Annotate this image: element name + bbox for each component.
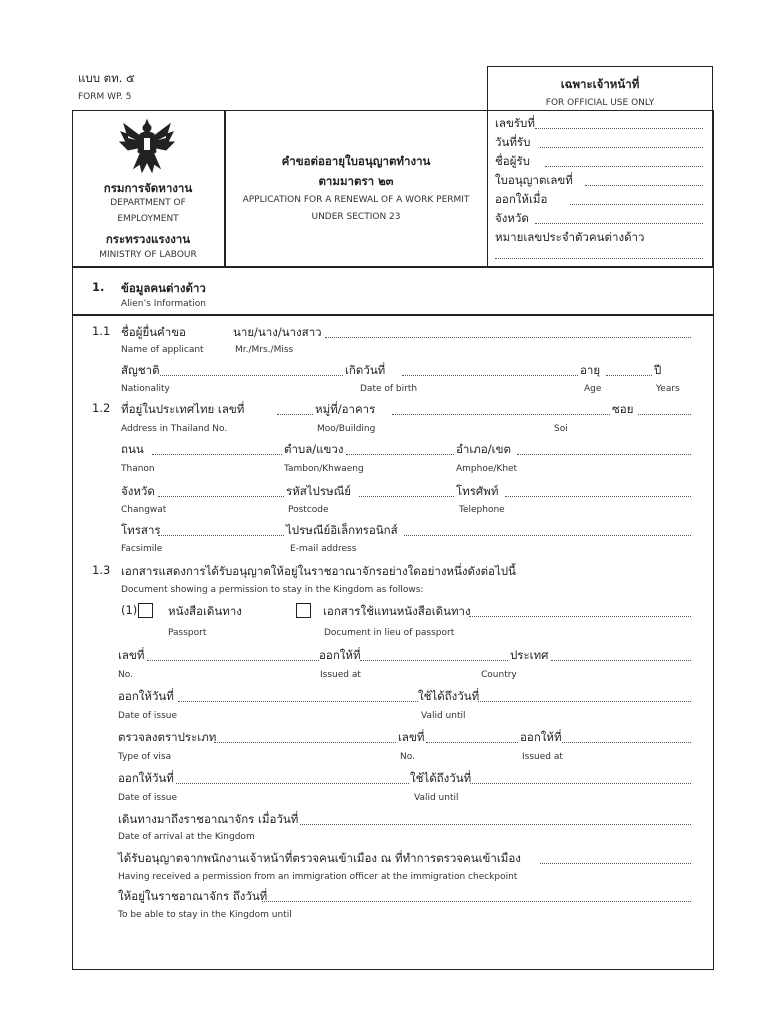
issue-date-label-en: Date of issue — [118, 711, 178, 721]
visa-issued-at-label-th: ออกให้ที่ — [520, 730, 562, 744]
dob-label-th: เกิดวันที่ — [345, 363, 386, 377]
s12-number: 1.2 — [92, 401, 111, 415]
arrival-date-label-th: เดินทางมาถึงราชอาณาจักร เมื่อวันที่ — [118, 812, 299, 826]
soi-label-en: Soi — [554, 424, 568, 434]
stay-until-label-th: ให้อยู่ในราชอาณาจักร ถึงวันที่ — [118, 889, 268, 903]
valid-until-label-th: ใช้ได้ถึงวันที่ — [418, 689, 480, 703]
arrival-date-field[interactable] — [300, 824, 691, 825]
nationality-label-th: สัญชาติ — [121, 363, 160, 377]
years-label-th: ปี — [654, 363, 662, 377]
moo-label-th: หมู่ที่/อาคาร — [315, 402, 376, 416]
amphoe-label-en: Amphoe/Khet — [456, 464, 518, 474]
country-label-th: ประเทศ — [510, 648, 549, 662]
visa-valid-until-label-th: ใช้ได้ถึงวันที่ — [410, 771, 472, 785]
form-title-th-1: คำขอต่ออายุใบอนุญาตทำงาน — [281, 154, 431, 168]
form-title-en-2: UNDER SECTION 23 — [311, 212, 401, 222]
option-1-number: (1) — [121, 603, 138, 617]
address-no-field[interactable] — [277, 414, 313, 415]
changwat-field[interactable] — [158, 496, 284, 497]
department-name-en-2: EMPLOYMENT — [117, 214, 179, 224]
checkpoint-label-th: ได้รับอนุญาตจากพนักงานเจ้าหน้าที่ตรวจคนเข้าเมือง ณ ที่ทำการตรวจคนเข้าเมือง — [118, 851, 521, 865]
thanon-field[interactable] — [152, 454, 282, 455]
years-label-en: Years — [656, 384, 680, 394]
arrival-date-label-en: Date of arrival at the Kingdom — [118, 832, 255, 842]
doc-no-field[interactable] — [147, 660, 319, 661]
issued-at-label-en: Issued at — [320, 670, 361, 680]
passport-label-en: Passport — [168, 628, 207, 638]
document-in-lieu-label-th: เอกสารใช้แทนหนังสือเดินทาง — [323, 604, 471, 618]
visa-valid-until-field[interactable] — [470, 783, 691, 784]
telephone-label-th: โทรศัพท์ — [456, 484, 499, 498]
official-field-date-received: วันที่รับ — [495, 135, 531, 149]
amphoe-field[interactable] — [517, 454, 691, 455]
soi-label-th: ซอย — [612, 402, 634, 416]
s11-name-label-en: Name of applicant — [121, 345, 204, 355]
age-label-th: อายุ — [580, 363, 601, 377]
official-field-province: จังหวัด — [495, 211, 529, 225]
official-field-receiver: ชื่อผู้รับ — [495, 154, 530, 168]
form-title-th-2: ตามมาตรา ๒๓ — [318, 174, 394, 188]
moo-label-en: Moo/Building — [317, 424, 376, 434]
issued-at-label-th: ออกให้ที่ — [319, 648, 361, 662]
header-divider-bottom — [72, 266, 714, 268]
applicant-name-field[interactable] — [325, 337, 691, 338]
form-title-en-1: APPLICATION FOR A RENEWAL OF A WORK PERMIT — [242, 195, 470, 205]
ministry-name-en: MINISTRY OF LABOUR — [99, 250, 197, 260]
age-field[interactable] — [606, 375, 652, 376]
official-title-th: เฉพาะเจ้าหน้าที่ — [560, 77, 640, 91]
visa-issue-date-label-en: Date of issue — [118, 793, 178, 803]
visa-issue-date-field[interactable] — [176, 783, 409, 784]
issue-date-field[interactable] — [178, 701, 418, 702]
official-field-permit-no: ใบอนุญาตเลขที่ — [495, 173, 573, 187]
garuda-emblem-icon — [118, 116, 176, 178]
amphoe-label-th: อำเภอ/เขต — [456, 442, 511, 456]
moo-field[interactable] — [392, 414, 610, 415]
section-1-title-en: Alien’s Information — [121, 299, 206, 309]
official-field-issued-on: ออกให้เมื่อ — [495, 192, 548, 206]
age-label-en: Age — [584, 384, 602, 394]
section-1-number: 1. — [92, 280, 105, 294]
tambon-label-th: ตำบล/แขวง — [284, 442, 344, 456]
issued-at-field[interactable] — [360, 660, 508, 661]
visa-type-label-th: ตรวจลงตราประเภท — [118, 730, 217, 744]
soi-field[interactable] — [638, 414, 691, 415]
thanon-label-th: ถนน — [121, 442, 144, 456]
thanon-label-en: Thanon — [121, 464, 155, 474]
valid-until-label-en: Valid until — [421, 711, 466, 721]
doc-no-label-th: เลขที่ — [118, 648, 145, 662]
visa-issue-date-label-th: ออกให้วันที่ — [118, 771, 174, 785]
form-code-en: FORM WP. 5 — [78, 92, 132, 102]
department-name-th: กรมการจัดหางาน — [103, 181, 193, 195]
passport-checkbox[interactable] — [138, 603, 153, 618]
visa-issued-at-field[interactable] — [562, 742, 691, 743]
country-field[interactable] — [551, 660, 691, 661]
visa-no-label-th: เลขที่ — [398, 730, 425, 744]
postcode-field[interactable] — [359, 496, 454, 497]
visa-no-field[interactable] — [426, 742, 518, 743]
document-in-lieu-field[interactable] — [469, 616, 691, 617]
fax-label-th: โทรสาร — [121, 523, 161, 537]
passport-label-th: หนังสือเดินทาง — [168, 604, 242, 618]
telephone-label-en: Telephone — [459, 505, 505, 515]
form-code-th: แบบ ตท. ๕ — [78, 71, 135, 85]
country-label-en: Country — [481, 670, 517, 680]
s11-name-label-th: ชื่อผู้ยื่นคำขอ — [121, 325, 186, 339]
changwat-label-th: จังหวัด — [121, 484, 155, 498]
stay-until-field[interactable] — [262, 901, 691, 902]
document-in-lieu-label-en: Document in lieu of passport — [324, 628, 455, 638]
official-title-en: FOR OFFICIAL USE ONLY — [545, 98, 655, 108]
doc-no-label-en: No. — [118, 670, 133, 680]
postcode-label-en: Postcode — [288, 505, 329, 515]
visa-valid-until-label-en: Valid until — [414, 793, 459, 803]
fax-field[interactable] — [158, 535, 284, 536]
dob-field[interactable] — [402, 375, 578, 376]
document-in-lieu-checkbox[interactable] — [296, 603, 311, 618]
dob-label-en: Date of birth — [360, 384, 418, 394]
official-field-receipt-no: เลขรับที่ — [495, 116, 535, 130]
section-1-title-th: ข้อมูลคนต่างด้าว — [121, 281, 206, 295]
nationality-field[interactable] — [160, 375, 343, 376]
address-no-label-en: Address in Thailand No. — [121, 424, 228, 434]
email-label-th: ไปรษณีย์อิเล็กทรอนิกส์ — [286, 523, 398, 537]
telephone-field[interactable] — [505, 496, 691, 497]
visa-no-label-en: No. — [400, 752, 415, 762]
tambon-label-en: Tambon/Khwaeng — [284, 464, 364, 474]
fax-label-en: Facsimile — [121, 544, 163, 554]
email-label-en: E-mail address — [290, 544, 357, 554]
stay-until-label-en: To be able to stay in the Kingdom until — [118, 910, 292, 920]
valid-until-field[interactable] — [478, 701, 691, 702]
ministry-name-th: กระทรวงแรงงาน — [105, 232, 191, 246]
postcode-label-th: รหัสไปรษณีย์ — [286, 484, 352, 498]
s11-prefix-th: นาย/นาง/นางสาว — [233, 325, 322, 339]
s13-number: 1.3 — [92, 563, 111, 577]
section-1-divider — [72, 314, 714, 316]
nationality-label-en: Nationality — [121, 384, 170, 394]
tambon-field[interactable] — [346, 454, 454, 455]
checkpoint-field[interactable] — [540, 863, 691, 864]
s11-number: 1.1 — [92, 324, 111, 338]
s11-prefix-en: Mr./Mrs./Miss — [235, 345, 294, 355]
checkpoint-label-en: Having received a permission from an immigration officer at the immigration checkpoint — [118, 872, 518, 882]
visa-issued-at-label-en: Issued at — [522, 752, 563, 762]
doc-label-en: Document showing a permission to stay in the Kingdom as follows: — [121, 585, 424, 595]
changwat-label-en: Changwat — [121, 505, 167, 515]
visa-type-field[interactable] — [214, 742, 396, 743]
email-field[interactable] — [404, 535, 691, 536]
visa-type-label-en: Type of visa — [118, 752, 172, 762]
address-no-label-th: ที่อยู่ในประเทศไทย เลขที่ — [121, 402, 245, 416]
official-field-alien-id: หมายเลขประจำตัวคนต่างด้าว — [495, 230, 645, 244]
doc-label-th: เอกสารแสดงการได้รับอนุญาตให้อยู่ในราชอาณาจักรอย่างใดอย่างหนึ่งดังต่อไปนี้ — [121, 564, 516, 578]
department-name-en-1: DEPARTMENT OF — [110, 198, 186, 208]
issue-date-label-th: ออกให้วันที่ — [118, 689, 174, 703]
